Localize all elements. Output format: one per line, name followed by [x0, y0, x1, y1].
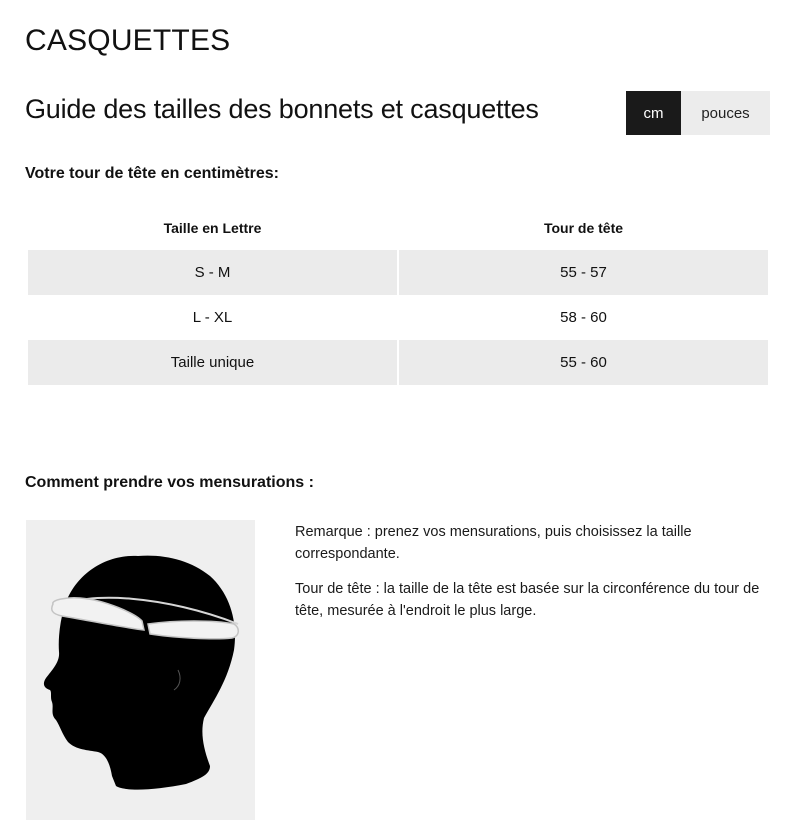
table-row — [28, 340, 768, 385]
page-title: CASQUETTES — [25, 24, 231, 57]
measurement-notes — [295, 521, 765, 635]
note-head-circumference: Tour de tête : la taille de la tête est basée sur la circonférence du tour de tête, mesurée à l'endroit le plus large. — [295, 581, 760, 619]
letter-size-cell: S - M — [28, 250, 397, 295]
size-section-heading: Votre tour de tête en centimètres: — [25, 165, 279, 182]
unit-inches-button[interactable]: pouces — [681, 91, 770, 135]
head-measurement-illustration — [26, 520, 255, 820]
circumference-cell: 58 - 60 — [560, 309, 607, 326]
unit-cm-button[interactable]: cm — [626, 91, 681, 135]
circumference-cell: 55 - 57 — [399, 250, 768, 295]
size-guide-subtitle: Guide des tailles des bonnets et casquettes — [25, 94, 539, 124]
head-circumference-diagram-icon — [26, 520, 255, 820]
column-header-letter-size: Taille en Lettre — [163, 219, 262, 236]
letter-size-cell: L - XL — [192, 309, 233, 326]
note-remark: Remarque : prenez vos mensurations, puis choisissez la taille correspondante. — [295, 524, 692, 562]
column-header-head-circumference: Tour de tête — [543, 219, 624, 236]
unit-toggle — [626, 91, 770, 135]
table-header-row — [28, 205, 768, 250]
measurement-section-heading: Comment prendre vos mensurations : — [25, 474, 314, 491]
table-row — [28, 295, 768, 340]
size-table — [26, 205, 770, 385]
circumference-cell: 55 - 60 — [399, 340, 768, 385]
table-row — [28, 250, 768, 295]
letter-size-cell: Taille unique — [28, 340, 397, 385]
